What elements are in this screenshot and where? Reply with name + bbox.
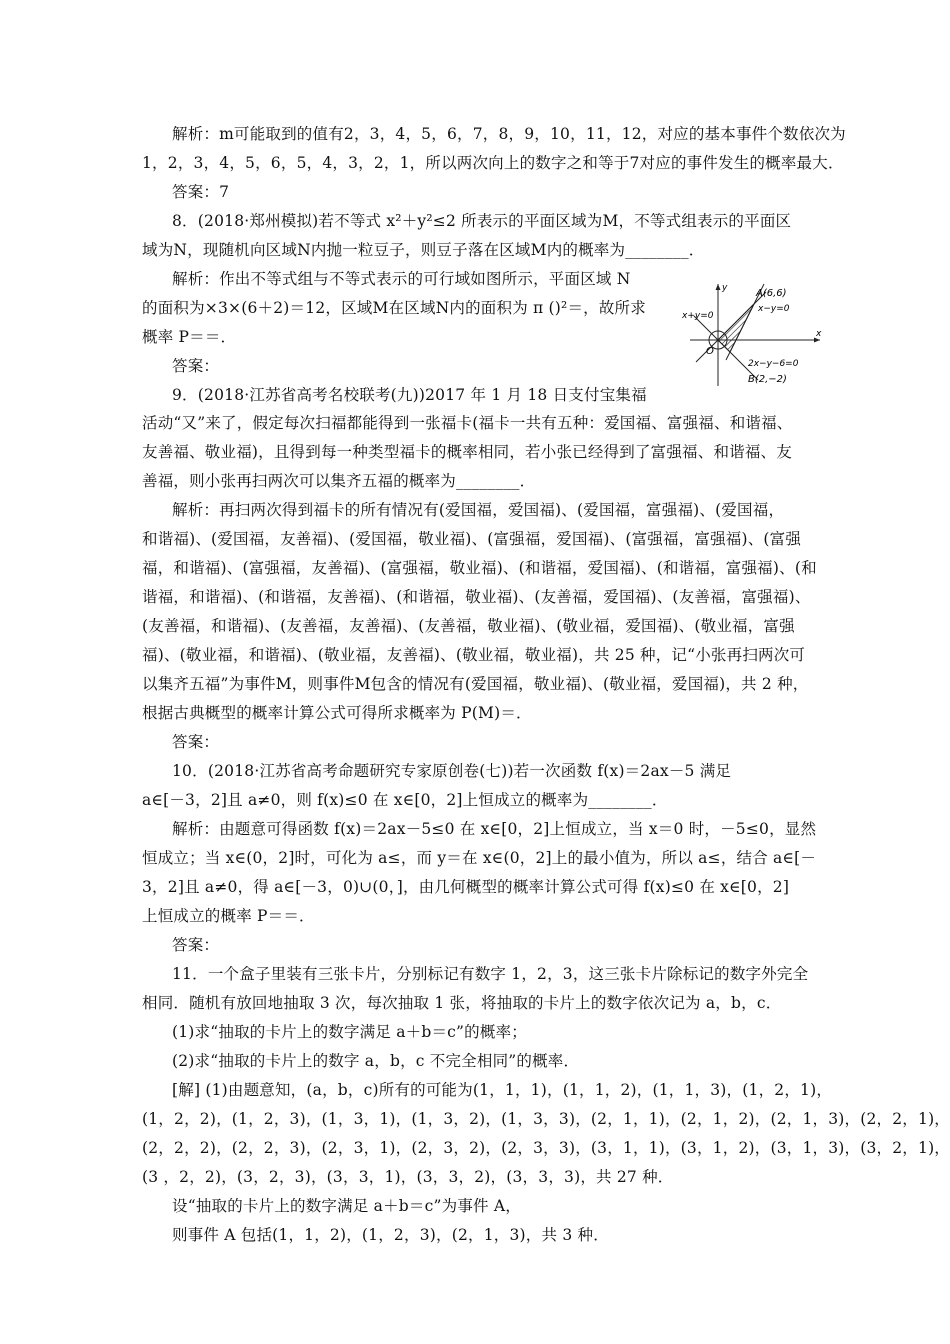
y-axis-arrow	[716, 284, 721, 290]
text-line: 11．一个盒子里装有三张卡片，分别标记有数字 1，2，3，这三张卡片除标记的数字外完全	[172, 965, 809, 983]
text-line: a∈[－3，2]且 a≠0，则 f(x)≤0 在 x∈[0，2]上恒成立的概率为________．	[142, 791, 668, 809]
text-line: 解析：作出不等式组与不等式表示的可行域如图所示，平面区域 N	[172, 270, 631, 288]
text-line: 答案：	[172, 357, 220, 375]
text-line: 福，和谐福)、(富强福，友善福)、(富强福，敬业福)、(和谐福，爱国福)、(和谐福，富强福)、(和	[142, 559, 817, 577]
text-line: 答案：	[172, 733, 220, 751]
text-line: [解] (1)由题意知，(a，b，c)所有的可能为(1，1，1)，(1，1，2)，(1，1，3)，(1，2，1)，	[172, 1081, 833, 1099]
label-line-x-plus-y: x+y=0	[682, 311, 714, 321]
text-line: (3 ，2，2)，(3，2，3)，(3，3，1)，(3，3，2)，(3，3，3)，共 27 种．	[142, 1168, 674, 1186]
label-line-x-minus-y: x−y=0	[758, 304, 790, 314]
text-line: 友善福、敬业福)，且得到每一种类型福卡的概率相同，若小张已经得到了富强福、和谐福、友	[142, 443, 792, 461]
text-line: 相同．随机有放回地抽取 3 次，每次抽取 1 张，将抽取的卡片上的数字依次记为 a，b，c．	[142, 994, 782, 1012]
text-line: 福)、(敬业福，和谐福)、(敬业福，友善福)、(敬业福，敬业福)，共 25 种，记“小张再扫两次可	[142, 646, 806, 664]
text-line: 解析：m可能取到的值有2，3，4，5，6，7，8，9，10，11，12，对应的基本事件个数依次为	[172, 125, 846, 143]
text-line: 域为N，现随机向区域N内抛一粒豆子，则豆子落在区域M内的概率为________．	[142, 241, 705, 259]
text-line: 善福，则小张再扫两次可以集齐五福的概率为________．	[142, 472, 536, 490]
text-line: 解析：由题意可得函数 f(x)＝2ax－5≤0 在 x∈[0，2]上恒成立，当 x＝0 时，－5≤0，显然	[172, 820, 817, 838]
label-origin: O	[706, 346, 714, 357]
text-line: 恒成立；当 x∈(0，2]时，可化为 a≤，而 y＝在 x∈(0，2]上的最小值为，所以 a≤，结合 a∈[－	[142, 849, 817, 867]
text-line: 谐福，和谐福)、(和谐福，友善福)、(和谐福，敬业福)、(友善福，爱国福)、(友善福，富强福)、	[142, 588, 811, 606]
text-line: (1，2，2)，(1，2，3)，(1，3，1)，(1，3，2)，(1，3，3)，(2，1，1)，(2，1，2)，(2，1，3)，(2，2，1)，	[142, 1110, 950, 1128]
text-line: (1)求“抽取的卡片上的数字满足 a＋b＝c”的概率；	[172, 1023, 527, 1041]
text-line: 则事件 A 包括(1，1，2)，(1，2，3)，(2，1，3)，共 3 种．	[172, 1226, 609, 1244]
text-line: 1，2，3，4，5，6，5，4，3，2，1，所以两次向上的数字之和等于7对应的事件发生的概率最大．	[142, 154, 844, 172]
line-x-plus-y	[694, 316, 758, 380]
text-line: 答案：	[172, 936, 220, 954]
label-x-axis: x	[816, 329, 822, 339]
text-line: 以集齐五福”为事件M，则事件M包含的情况有(爱国福，敬业福)、(敬业福，爱国福)，共 2 种，	[142, 675, 809, 693]
text-line: 8．(2018·郑州模拟)若不等式 x²＋y²≤2 所表示的平面区域为M，不等式组表示的平面区	[172, 212, 792, 230]
text-line: 活动“又”来了，假定每次扫福都能得到一张福卡(福卡一共有五种：爱国福、富强福、和谐福、	[142, 414, 793, 432]
text-line: 3，2]且 a≠0，得 a∈[－3，0)∪(0，]，由几何概型的概率计算公式可得 f(x)≤0 在 x∈[0，2]	[142, 878, 790, 896]
feasible-region-figure	[680, 278, 830, 388]
label-point-a: A(6,6)	[756, 288, 787, 299]
text-line: 9．(2018·江苏省高考名校联考(九))2017 年 1 月 18 日支付宝集福	[172, 386, 647, 404]
coordinate-diagram	[680, 278, 830, 388]
text-line: 10．(2018·江苏省高考命题研究专家原创卷(七))若一次函数 f(x)＝2ax－5 满足	[172, 762, 732, 780]
text-line: 上恒成立的概率 P＝＝．	[142, 907, 315, 925]
text-line: 设“抽取的卡片上的数字满足 a＋b＝c”为事件 A，	[172, 1197, 521, 1215]
text-line: 和谐福)、(爱国福，友善福)、(爱国福，敬业福)、(富强福，爱国福)、(富强福，富强福)、(富强	[142, 530, 802, 548]
text-line: (友善福，和谐福)、(友善福，友善福)、(友善福，敬业福)、(敬业福，爱国福)、(敬业福，富强	[142, 617, 795, 635]
label-point-b: B(2,−2)	[748, 374, 787, 385]
label-line-2x-minus-y-minus-6: 2x−y−6=0	[748, 359, 799, 369]
text-line: 解析：再扫两次得到福卡的所有情况有(爱国福，爱国福)、(爱国福，富强福)、(爱国福，	[172, 501, 785, 519]
text-line: 根据古典概型的概率计算公式可得所求概率为 P(M)＝．	[142, 704, 532, 722]
text-line: (2)求“抽取的卡片上的数字 a，b，c 不完全相同”的概率．	[172, 1052, 580, 1070]
text-line: (2，2，2)，(2，2，3)，(2，3，1)，(2，3，2)，(2，3，3)，(3，1，1)，(3，1，2)，(3，1，3)，(3，2，1)，	[142, 1139, 950, 1157]
label-y-axis: y	[722, 283, 728, 293]
text-line: 概率 P＝＝．	[142, 328, 237, 346]
text-line: 的面积为×3×(6＋2)＝12，区域M在区域N内的面积为 π ()²＝，故所求	[142, 299, 646, 317]
text-line: 答案：7	[172, 183, 230, 201]
